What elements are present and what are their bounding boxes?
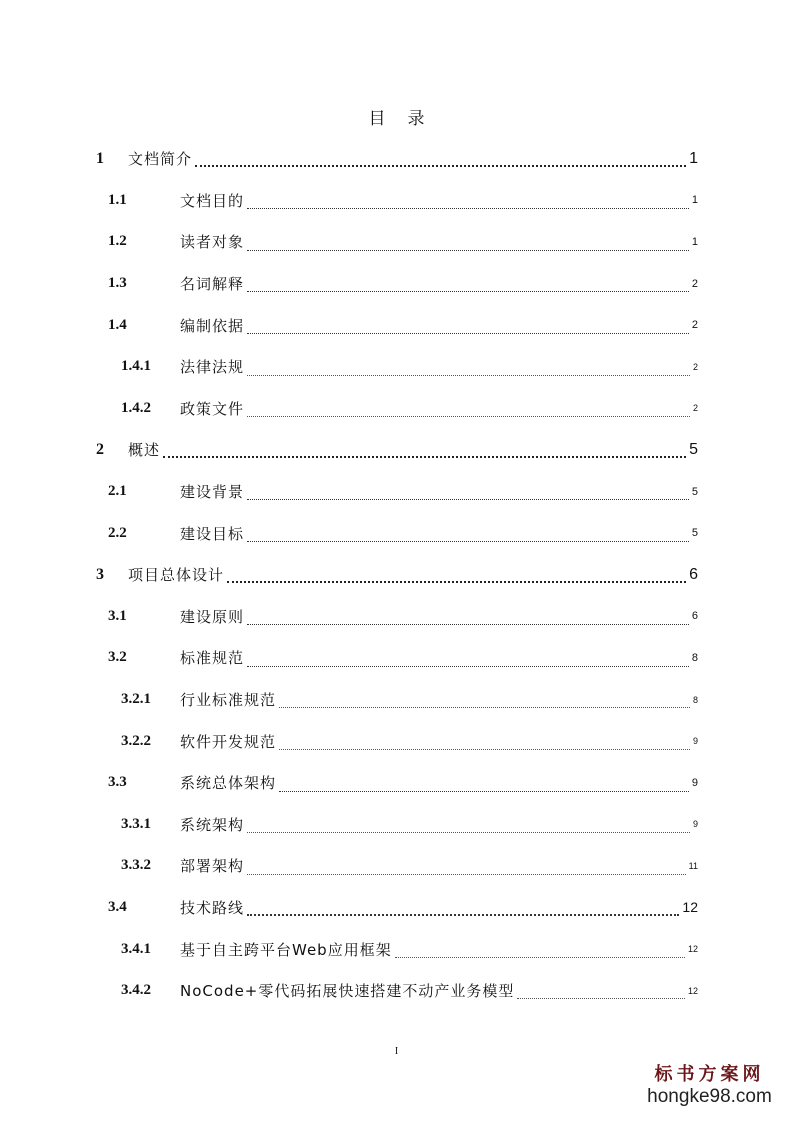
toc-entry-page: 9 xyxy=(692,819,698,830)
toc-dot-leader xyxy=(247,207,689,209)
toc-entry[interactable] xyxy=(96,928,698,970)
toc-entry-number: 1.4 xyxy=(108,316,127,333)
toc-entry-number: 2.2 xyxy=(108,524,127,541)
toc-dot-leader xyxy=(247,873,686,875)
toc-entry-page: 12 xyxy=(687,985,698,996)
toc-dot-leader xyxy=(227,580,686,583)
toc-entry[interactable] xyxy=(96,180,698,222)
toc-entry-label: 系统总体架构 xyxy=(180,774,277,793)
toc-dot-leader xyxy=(247,332,689,334)
toc-entry-number: 3.3.1 xyxy=(121,815,151,832)
toc-entry-page: 2 xyxy=(691,277,698,290)
toc-entry[interactable] xyxy=(96,304,698,346)
toc-entry[interactable] xyxy=(96,970,698,1012)
toc-entry-number: 3.3.2 xyxy=(121,857,151,874)
watermark-cn-text: 标书方案网 xyxy=(654,1064,765,1085)
toc-entry-label: 基于自主跨平台Web应用框架 xyxy=(180,940,392,959)
toc-entry[interactable] xyxy=(96,637,698,679)
toc-entry[interactable] xyxy=(96,221,698,263)
toc-entry-number: 3.2.2 xyxy=(121,732,151,749)
footer-page-number: I xyxy=(394,1046,399,1057)
toc-entry-page: 11 xyxy=(688,860,698,871)
toc-entry-page: 2 xyxy=(692,403,698,414)
toc-entry-label: 文档简介 xyxy=(128,150,193,169)
toc-dot-leader xyxy=(279,748,690,750)
toc-dot-leader xyxy=(247,374,690,376)
toc-entry-number: 3 xyxy=(96,565,104,583)
toc-entry-number: 1.4.1 xyxy=(121,358,151,375)
toc-entry-label: 建设原则 xyxy=(180,607,245,626)
toc-entry-page: 2 xyxy=(691,319,698,332)
toc-dot-leader xyxy=(163,455,686,458)
toc-entry-page: 6 xyxy=(691,610,698,623)
toc-entry-label: 概述 xyxy=(128,441,161,460)
toc-entry-label: 文档目的 xyxy=(180,191,245,210)
toc-entry-label: 名词解释 xyxy=(180,275,245,294)
toc-entry-label: 软件开发规范 xyxy=(180,732,277,751)
toc-entry-number: 2 xyxy=(96,440,104,458)
toc-entry-page: 5 xyxy=(689,440,698,458)
toc-entry-label: 技术路线 xyxy=(180,898,245,917)
toc-entry-number: 1.2 xyxy=(108,233,127,250)
toc-entry-label: 标准规范 xyxy=(180,649,245,668)
toc-entry-number: 1.4.2 xyxy=(121,399,151,416)
toc-entry-page: 9 xyxy=(692,736,698,747)
toc-entry-number: 3.2.1 xyxy=(121,691,151,708)
toc-entry-number: 1.3 xyxy=(108,275,127,292)
toc-entry[interactable] xyxy=(96,138,698,180)
toc-entry[interactable] xyxy=(96,845,698,887)
toc-entry-page: 12 xyxy=(687,944,698,955)
toc-entry-page: 6 xyxy=(689,565,698,583)
toc-entry[interactable] xyxy=(96,679,698,721)
toc-entry[interactable] xyxy=(96,263,698,305)
toc-entry-label: 行业标准规范 xyxy=(180,691,277,710)
toc-entry[interactable] xyxy=(96,471,698,513)
toc-dot-leader xyxy=(247,623,689,625)
toc-entry-page: 5 xyxy=(691,485,698,498)
toc-entry[interactable] xyxy=(96,554,698,596)
toc-entry[interactable] xyxy=(96,388,698,430)
toc-dot-leader xyxy=(395,956,685,958)
toc-entry-label: 部署架构 xyxy=(180,857,245,876)
toc-entry-page: 12 xyxy=(682,899,698,916)
toc-dot-leader xyxy=(247,913,679,916)
toc-entry[interactable] xyxy=(96,596,698,638)
toc-entry[interactable] xyxy=(96,762,698,804)
toc-dot-leader xyxy=(247,540,689,542)
toc-dot-leader xyxy=(247,415,690,417)
toc-entry-number: 3.1 xyxy=(108,607,127,624)
toc-title: 目录 xyxy=(368,109,447,129)
toc-entry-number: 3.4 xyxy=(108,898,127,915)
toc-entry-number: 3.2 xyxy=(108,649,127,666)
toc-entry-label: 法律法规 xyxy=(180,358,245,377)
toc-entry-number: 2.1 xyxy=(108,483,127,500)
toc-dot-leader xyxy=(279,790,689,792)
toc-entry-page: 8 xyxy=(691,651,698,664)
toc-entry-number: 3.4.2 xyxy=(121,982,151,999)
toc-dot-leader xyxy=(247,498,689,500)
toc-dot-leader xyxy=(517,997,685,999)
toc-entry-page: 2 xyxy=(692,361,698,372)
toc-entry[interactable] xyxy=(96,804,698,846)
toc-entry-page: 5 xyxy=(691,527,698,540)
toc-entry-label: 读者对象 xyxy=(180,233,245,252)
toc-entry-label: 政策文件 xyxy=(180,399,245,418)
toc-entry[interactable] xyxy=(96,887,698,929)
toc-dot-leader xyxy=(247,249,689,251)
watermark-logo xyxy=(642,1064,777,1108)
toc-entry-page: 8 xyxy=(692,694,698,705)
toc-entry-label: 项目总体设计 xyxy=(128,566,225,585)
toc-entry-number: 3.4.1 xyxy=(121,940,151,957)
toc-dot-leader xyxy=(279,706,690,708)
toc-dot-leader xyxy=(247,290,689,292)
toc-entry-page: 1 xyxy=(691,235,698,248)
toc-entry[interactable] xyxy=(96,346,698,388)
toc-entry-label: 建设背景 xyxy=(180,483,245,502)
toc-entry-label: 建设目标 xyxy=(180,524,245,543)
toc-list xyxy=(96,138,698,1011)
watermark-en-text: hongke98.com xyxy=(647,1086,772,1107)
toc-entry-page: 9 xyxy=(691,776,698,789)
toc-dot-leader xyxy=(195,164,686,167)
toc-entry[interactable] xyxy=(96,720,698,762)
toc-entry-number: 1.1 xyxy=(108,191,127,208)
toc-entry-page: 1 xyxy=(689,149,698,167)
toc-entry-label: 编制依据 xyxy=(180,316,245,335)
toc-dot-leader xyxy=(247,831,690,833)
toc-entry-label: 系统架构 xyxy=(180,815,245,834)
toc-entry[interactable] xyxy=(96,512,698,554)
toc-entry-number: 3.3 xyxy=(108,774,127,791)
toc-entry[interactable] xyxy=(96,429,698,471)
toc-dot-leader xyxy=(247,665,689,667)
toc-entry-page: 1 xyxy=(691,194,698,207)
toc-entry-number: 1 xyxy=(96,149,104,167)
toc-entry-label: NoCode+零代码拓展快速搭建不动产业务模型 xyxy=(180,982,515,1001)
